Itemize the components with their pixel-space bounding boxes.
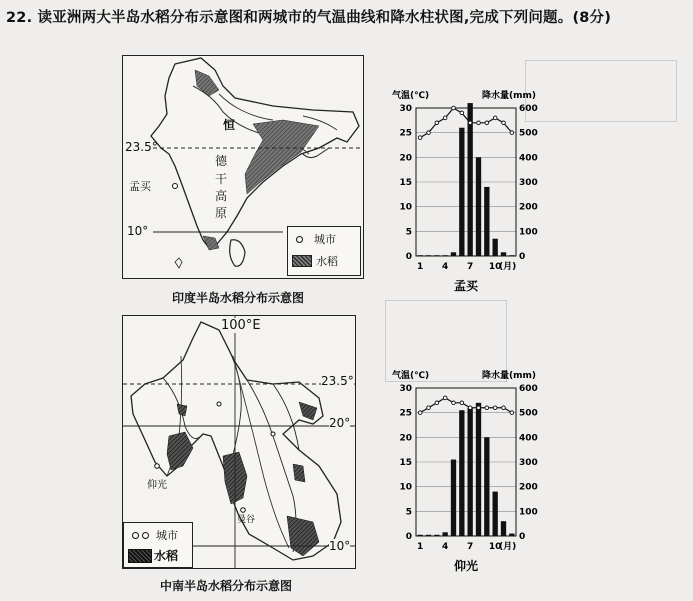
precip-bar [459, 410, 464, 536]
temp-tick-label: 20 [399, 153, 412, 164]
temperature-point [452, 401, 456, 405]
temperature-point [493, 116, 497, 120]
precip-tick-label: 100 [519, 227, 538, 238]
yangon-city-dot [155, 464, 160, 469]
month-tick-label: 4 [442, 262, 449, 272]
mumbai-label: 孟买 [129, 180, 151, 193]
precip-tick-label: 200 [519, 482, 538, 493]
precip-bar [443, 532, 448, 536]
precip-bar [501, 252, 506, 256]
legend-rice-label: 水稻 [316, 255, 338, 268]
temp-tick-label: 0 [405, 532, 412, 542]
precip-tick-label: 400 [519, 153, 538, 164]
precip-tick-label: 300 [519, 178, 538, 188]
legend-city-label: 城市 [314, 233, 336, 246]
temp-tick-label: 15 [399, 458, 412, 468]
india-lat-23-label: 23.5° [125, 140, 158, 154]
yangon-climate-chart [390, 368, 550, 578]
precip-bar [493, 492, 498, 536]
deccan-label-4: 原 [215, 206, 228, 220]
precip-bar [434, 255, 439, 256]
question-title: 22. 读亚洲两大半岛水稻分布示意图和两城市的气温曲线和降水柱状图,完成下列问题。(8分) [6, 10, 612, 26]
temperature-point [485, 121, 489, 125]
precip-tick-label: 500 [519, 408, 538, 419]
temp-tick-label: 5 [405, 507, 412, 518]
precip-bar [501, 521, 506, 536]
india-lat-10-label: 10° [127, 224, 149, 238]
deccan-label-3: 高 [215, 189, 228, 203]
precip-bar [484, 187, 489, 256]
ylabel-right: 降水量(mm) [482, 91, 536, 101]
precip-tick-label: 100 [519, 507, 538, 518]
precip-tick-label: 500 [519, 128, 538, 139]
legend-city-icon [296, 236, 303, 243]
legend-rice-swatch [292, 255, 312, 267]
lon-100-label: 100°E [221, 318, 261, 333]
temperature-point [502, 406, 506, 410]
temperature-point [460, 401, 464, 405]
bangkok-map-label: 曼谷 [237, 515, 256, 525]
temp-tick-label: 25 [399, 408, 412, 419]
temperature-point [435, 401, 439, 405]
temperature-point [443, 116, 447, 120]
india-map-caption: 印度半岛水稻分布示意图 [172, 291, 305, 305]
precip-bar [468, 408, 473, 536]
ylabel-left: 气温(℃) [392, 371, 430, 381]
precip-tick-label: 200 [519, 202, 538, 213]
indochina-lat-10-label: 10° [329, 539, 351, 553]
month-unit-label: (月) [499, 262, 517, 272]
temperature-line [420, 398, 512, 413]
legend-rice-label: 水稻 [154, 549, 179, 563]
month-tick-label: 4 [442, 542, 449, 552]
temperature-point [435, 121, 439, 125]
city-dot [271, 432, 275, 436]
temp-tick-label: 20 [399, 433, 412, 444]
city-dot [217, 402, 221, 406]
temp-tick-label: 10 [399, 202, 412, 213]
indochina-map-caption: 中南半岛水稻分布示意图 [160, 579, 293, 593]
precip-bar [509, 534, 514, 536]
precip-bar [451, 252, 456, 256]
month-unit-label: (月) [499, 542, 517, 552]
ganges-label: 恒 [223, 118, 236, 132]
indochina-map-legend [123, 522, 193, 568]
precip-bar [468, 103, 473, 256]
precip-bar [418, 255, 423, 256]
precip-bar [443, 255, 448, 256]
temperature-point [468, 121, 472, 125]
precip-bar [476, 403, 481, 536]
precip-tick-label: 0 [519, 532, 526, 542]
indochina-lat-23-label: 23.5° [321, 374, 354, 388]
temp-tick-label: 5 [405, 227, 412, 238]
mumbai-climate-chart [390, 88, 550, 293]
temperature-point [493, 406, 497, 410]
island-outline [175, 258, 182, 268]
ylabel-left: 气温(℃) [392, 91, 430, 101]
temp-tick-label: 30 [399, 104, 412, 114]
legend-rice-swatch [128, 549, 152, 563]
temperature-line [420, 108, 512, 138]
deccan-label-2: 干 [215, 172, 228, 186]
temperature-point [427, 406, 431, 410]
indochina-lat-20-label: 20° [329, 416, 351, 430]
temperature-point [452, 106, 456, 110]
temp-tick-label: 25 [399, 128, 412, 139]
precip-tick-label: 600 [519, 104, 538, 114]
temperature-point [485, 406, 489, 410]
temperature-point [418, 411, 422, 415]
temperature-point [477, 121, 481, 125]
temperature-point [418, 136, 422, 140]
temperature-point [477, 406, 481, 410]
precip-bar [426, 535, 431, 536]
india-rice-map [122, 55, 364, 279]
precip-bar [459, 128, 464, 256]
deccan-label-1: 德 [215, 154, 228, 168]
temp-tick-label: 0 [405, 252, 412, 262]
month-tick-label: 10 [488, 542, 502, 552]
precip-tick-label: 600 [519, 384, 538, 394]
precip-tick-label: 0 [519, 252, 526, 262]
temp-tick-label: 15 [399, 178, 412, 188]
precip-bar [451, 460, 456, 536]
temp-tick-label: 30 [399, 384, 412, 394]
indochina-rice-map [122, 315, 356, 569]
mumbai-city-dot [173, 184, 178, 189]
legend-city-icon [142, 532, 149, 539]
month-tick-label: 7 [467, 262, 474, 272]
india-outline [151, 58, 359, 248]
chart-title: 孟买 [453, 279, 479, 293]
precip-bar [493, 239, 498, 256]
temperature-point [502, 121, 506, 125]
month-tick-label: 7 [467, 542, 474, 552]
india-map-legend [287, 226, 361, 276]
rice-area [293, 464, 305, 482]
sri-lanka-outline [230, 240, 245, 266]
month-tick-label: 1 [417, 542, 424, 552]
temperature-point [443, 396, 447, 400]
yangon-map-label: 仰光 [147, 480, 167, 491]
precip-bar [484, 437, 489, 536]
temp-tick-label: 10 [399, 482, 412, 493]
legend-city-icon [132, 532, 139, 539]
temperature-point [460, 111, 464, 115]
precip-bar [426, 255, 431, 256]
temperature-point [468, 406, 472, 410]
precip-bar [476, 157, 481, 256]
precip-bar [434, 535, 439, 536]
temperature-point [510, 131, 514, 135]
temperature-point [427, 131, 431, 135]
legend-city-label: 城市 [156, 529, 178, 542]
precip-tick-label: 300 [519, 458, 538, 468]
month-tick-label: 10 [488, 262, 502, 272]
precip-bar [509, 255, 514, 256]
precip-bar [418, 535, 423, 536]
month-tick-label: 1 [417, 262, 424, 272]
ylabel-right: 降水量(mm) [482, 371, 536, 381]
temperature-point [510, 411, 514, 415]
precip-tick-label: 400 [519, 433, 538, 444]
chart-title: 仰光 [453, 559, 479, 573]
